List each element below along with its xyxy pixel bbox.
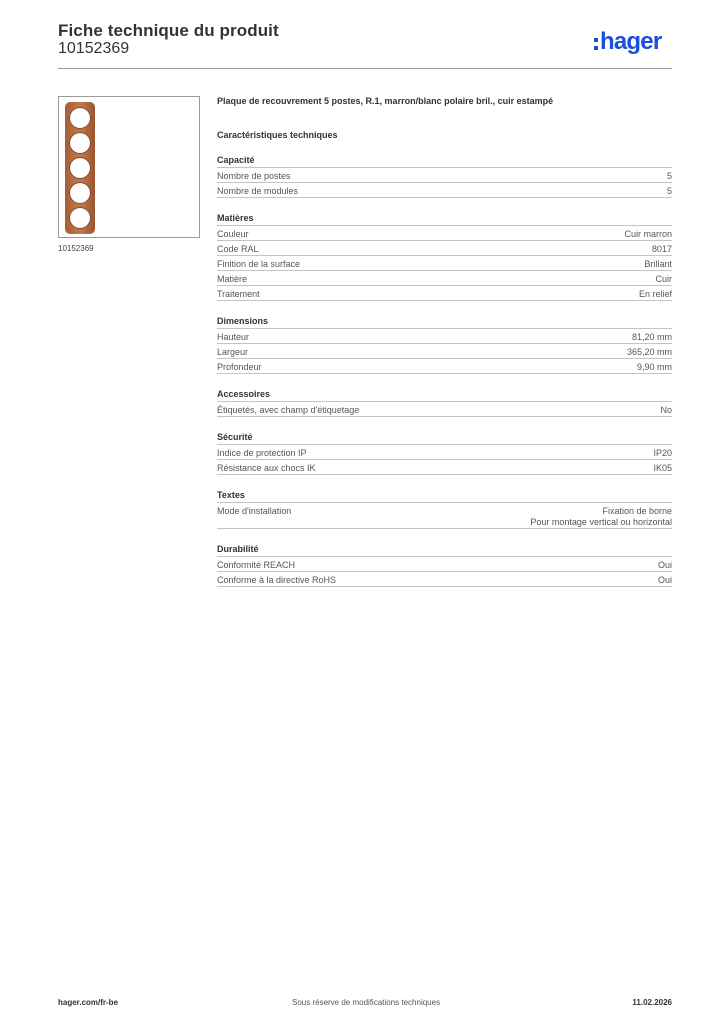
section-title: Accessoires	[217, 389, 672, 402]
spec-value-line: Oui	[657, 560, 672, 570]
spec-row	[217, 344, 672, 359]
spec-label: Mode d'installation	[217, 506, 292, 516]
spec-row	[217, 359, 672, 374]
spec-row	[217, 286, 672, 301]
spec-label: Traitement	[217, 289, 260, 299]
footer-website: hager.com/fr-be	[58, 998, 119, 1007]
spec-value	[644, 259, 672, 270]
spec-value	[530, 506, 672, 528]
section-title: Durabilité	[217, 544, 672, 557]
spec-section	[217, 213, 672, 301]
spec-value	[653, 463, 672, 474]
spec-value	[639, 289, 672, 300]
spec-value-line: 81,20 mm	[631, 332, 672, 342]
spec-row	[217, 445, 672, 460]
spec-value-line: No	[660, 405, 672, 415]
spec-section	[217, 432, 672, 475]
spec-row	[217, 460, 672, 475]
spec-value-line: 5	[666, 186, 672, 196]
spec-row	[217, 503, 672, 529]
spec-value-line: Oui	[657, 575, 672, 585]
spec-value-line: IK05	[653, 463, 672, 473]
spec-value	[658, 575, 672, 586]
cover-plate-5-gang-image	[65, 102, 95, 234]
spec-value-line: 8017	[651, 244, 672, 254]
spec-value	[655, 274, 672, 285]
spec-label: Nombre de postes	[217, 171, 291, 181]
spec-value-line: En relief	[638, 289, 672, 299]
spec-value-line: 9,90 mm	[636, 362, 672, 372]
logo-colon-icon	[594, 38, 598, 50]
spec-value	[637, 362, 672, 373]
section-title: Sécurité	[217, 432, 672, 445]
spec-value	[653, 448, 672, 459]
spec-sections	[217, 155, 672, 587]
spec-label: Profondeur	[217, 362, 262, 372]
spec-content	[217, 96, 672, 587]
spec-row	[217, 241, 672, 256]
spec-value	[660, 405, 672, 416]
spec-value	[624, 229, 672, 240]
spec-row	[217, 572, 672, 587]
spec-label: Conforme à la directive RoHS	[217, 575, 337, 585]
spec-section	[217, 316, 672, 374]
spec-label: Couleur	[217, 229, 249, 239]
spec-label: Largeur	[217, 347, 249, 357]
section-title: Capacité	[217, 155, 672, 168]
section-title: Textes	[217, 490, 672, 503]
spec-label: Matière	[217, 274, 248, 284]
spec-label: Étiquetés, avec champ d'étiquetage	[217, 405, 360, 415]
spec-value	[658, 560, 672, 571]
section-title: Dimensions	[217, 316, 672, 329]
tech-characteristics-heading: Caractéristiques techniques	[217, 130, 338, 140]
spec-value	[632, 332, 672, 343]
header-divider	[58, 68, 672, 69]
spec-section	[217, 155, 672, 198]
spec-row	[217, 271, 672, 286]
spec-value	[652, 244, 672, 255]
spec-label: Finition de la surface	[217, 259, 301, 269]
hager-logo	[594, 28, 661, 56]
spec-row	[217, 183, 672, 198]
spec-section	[217, 389, 672, 417]
spec-value-line: Cuir marron	[624, 229, 672, 239]
spec-value-line: 365,20 mm	[626, 347, 672, 357]
spec-value-line: Pour montage vertical ou horizontal	[530, 517, 672, 527]
spec-row	[217, 226, 672, 241]
image-caption: 10152369	[58, 244, 94, 253]
spec-label: Code RAL	[217, 244, 259, 254]
spec-value-line: Cuir	[655, 274, 672, 284]
spec-section	[217, 490, 672, 529]
spec-row	[217, 256, 672, 271]
spec-value	[667, 186, 672, 197]
spec-value-line: 5	[666, 171, 672, 181]
spec-label: Conformité REACH	[217, 560, 296, 570]
spec-value-line: Fixation de borne	[602, 506, 672, 516]
spec-label: Indice de protection IP	[217, 448, 307, 458]
product-title: Plaque de recouvrement 5 postes, R.1, marron/blanc polaire bril., cuir estampé	[217, 96, 554, 106]
spec-value-line: IP20	[653, 448, 672, 458]
spec-value	[667, 171, 672, 182]
spec-label: Résistance aux chocs IK	[217, 463, 316, 473]
spec-label: Hauteur	[217, 332, 250, 342]
spec-row	[217, 402, 672, 417]
logo-text: hager	[600, 28, 662, 55]
product-reference: 10152369	[58, 40, 130, 57]
spec-section	[217, 544, 672, 587]
spec-row	[217, 329, 672, 344]
footer-notice: Sous réserve de modifications techniques	[292, 998, 441, 1007]
page-title: Fiche technique du produit	[58, 21, 279, 40]
spec-row	[217, 557, 672, 572]
footer-date: 11.02.2026	[632, 998, 672, 1007]
product-image	[58, 96, 200, 238]
spec-value-line: Brillant	[644, 259, 672, 269]
spec-value	[627, 347, 672, 358]
section-title: Matières	[217, 213, 672, 226]
spec-label: Nombre de modules	[217, 186, 299, 196]
spec-row	[217, 168, 672, 183]
